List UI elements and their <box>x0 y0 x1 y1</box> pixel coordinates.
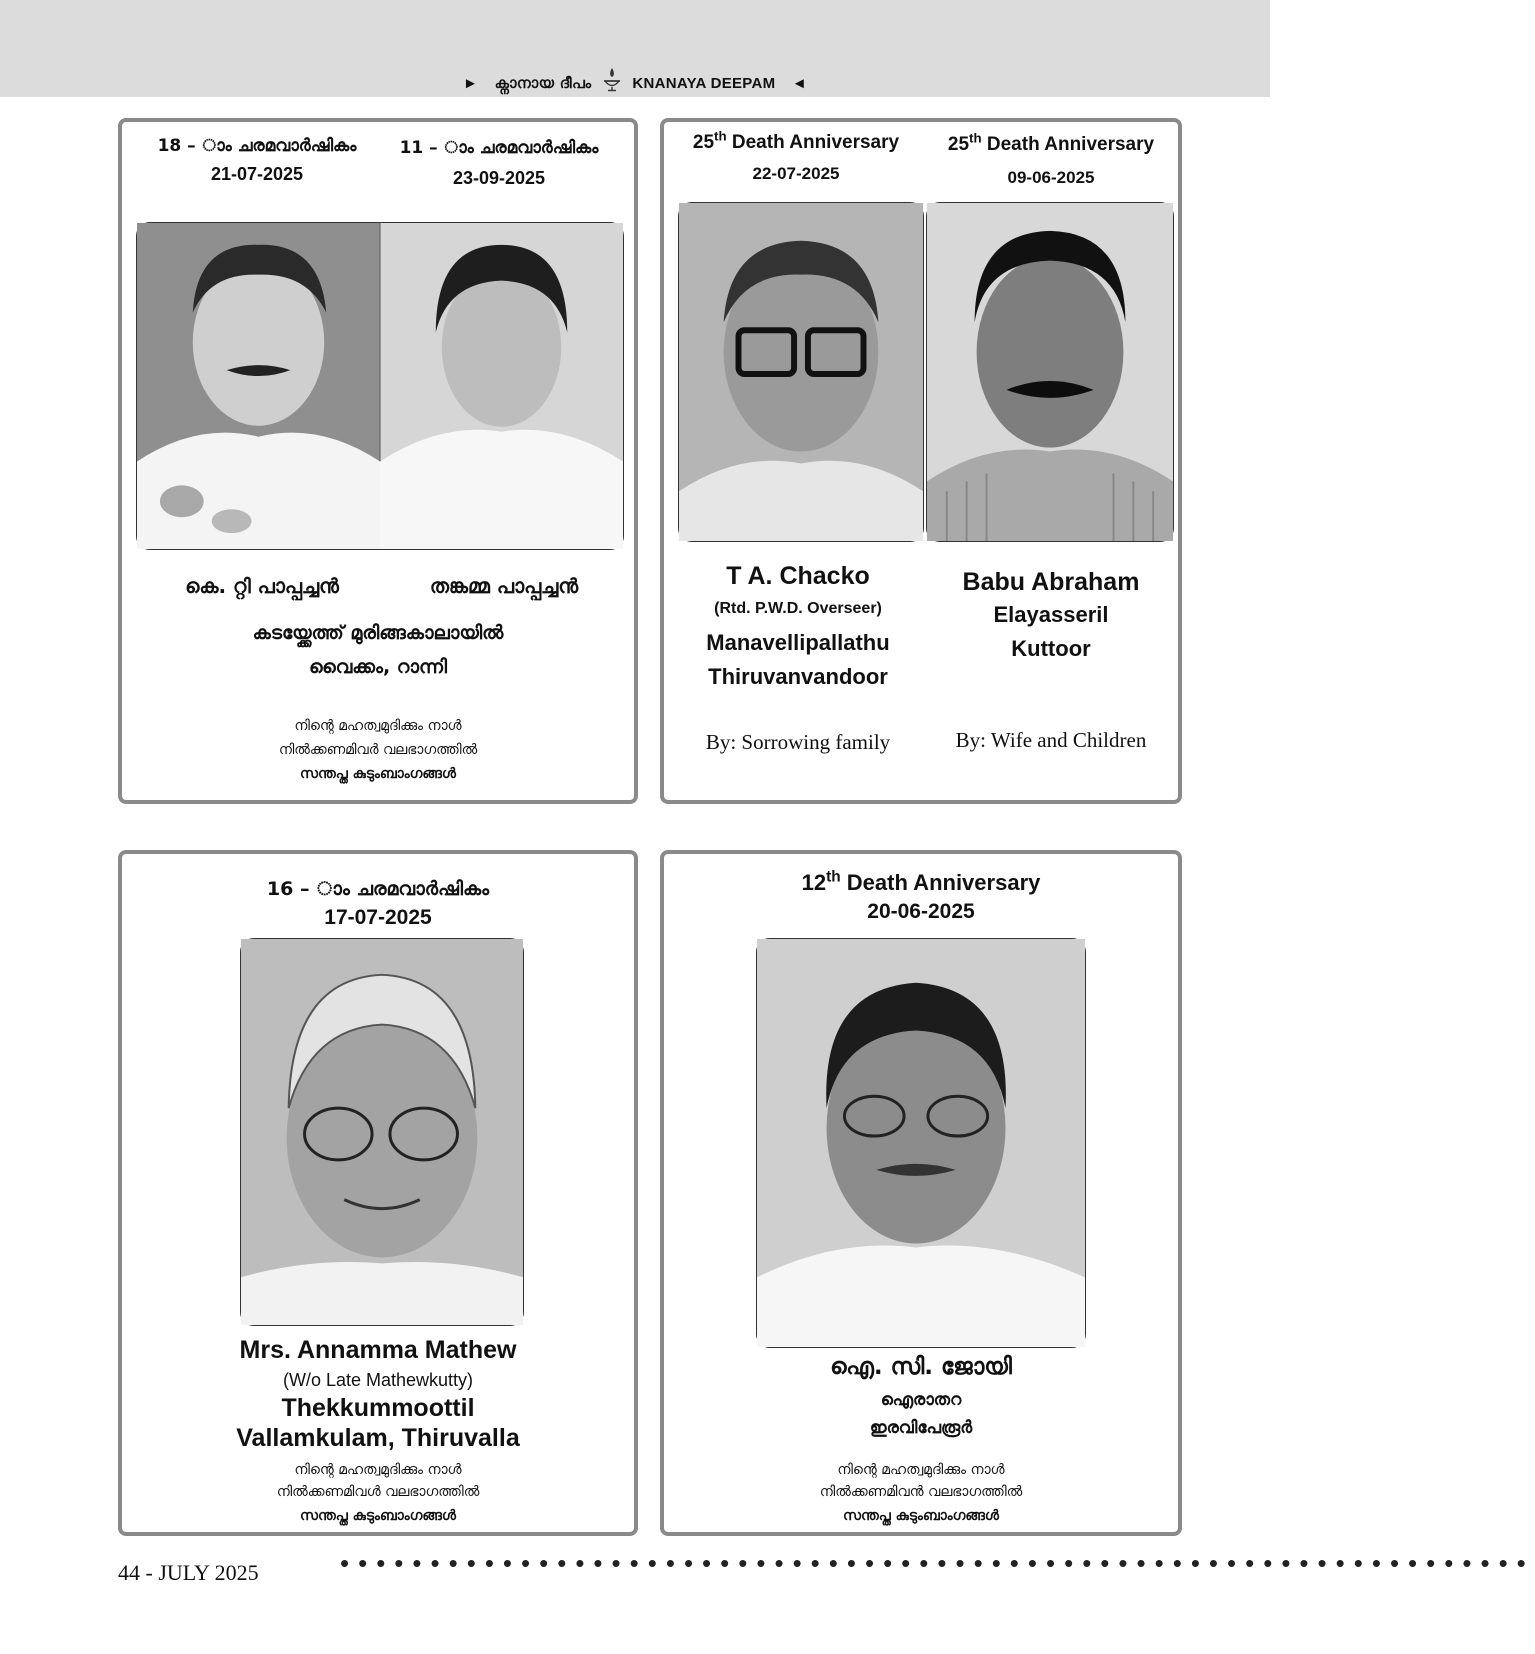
place-name: വൈക്കം, റാന്നി <box>308 656 448 678</box>
mourning-family: സന്തപ്ത കുടുംബാംഗങ്ങൾ <box>300 766 456 782</box>
portrait-joy <box>756 938 1086 1348</box>
mourners-right: By: Wife and Children <box>955 728 1147 752</box>
anniversary-label-left <box>674 128 918 154</box>
verse-line-2: നിൽക്കണമിവൾ വലഭാഗത്തിൽ <box>276 1484 480 1500</box>
anniversary-label-right: 11 – ാം ചരമവാർഷികം <box>399 138 599 158</box>
portrait-babu <box>926 202 1174 542</box>
ordinal-suffix: th <box>826 868 841 886</box>
house-name: Thekkummoottil <box>281 1394 475 1422</box>
house-name-right: Elayasseril <box>993 602 1109 627</box>
verse-line-1: നിന്റെ മഹത്വമുദിക്കും നാൾ <box>294 718 462 734</box>
anniversary-text: Death Anniversary <box>846 870 1041 895</box>
anniversary-date: 20-06-2025 <box>867 900 975 923</box>
anniversary-number-left: 25 <box>692 132 715 153</box>
anniversary-date-left: 22-07-2025 <box>752 164 840 183</box>
page-header <box>0 0 1270 97</box>
anniversary-date-left: 21-07-2025 <box>210 164 304 184</box>
mourning-family: സന്തപ്ത കുടുംബാംഗങ്ങൾ <box>843 1508 999 1524</box>
place-name-left: Thiruvanvandoor <box>708 664 888 689</box>
anniversary-number: 12 <box>801 870 827 895</box>
place-name: Vallamkulam, Thiruvalla <box>236 1424 520 1452</box>
page-number-date: 44 - JULY 2025 <box>118 1560 259 1585</box>
footer-dotted-rule: •••••••••••••••••••••••••••••••••••••••••••••••••••••••••••••••••• <box>340 1548 1535 1578</box>
obituary-card-joy <box>660 850 1182 1536</box>
anniversary-text-right: Death Anniversary <box>986 134 1155 155</box>
family-name: കടയ്ക്കേത്ത് മുരിങ്ങകാലായിൽ <box>252 622 504 644</box>
anniversary-label <box>664 870 1178 896</box>
mourning-family: സന്തപ്ത കുടുംബാംഗങ്ങൾ <box>300 1508 456 1524</box>
obituary-card-chacko-babu <box>660 118 1182 804</box>
left-arrow-icon: ► <box>462 75 479 92</box>
header-title-malayalam: ക്നാനായ ദീപം <box>494 74 592 92</box>
anniversary-text-left: Death Anniversary <box>731 132 900 153</box>
anniversary-label-left: 18 – ാം ചരമവാർഷികം <box>157 136 357 156</box>
oil-lamp-icon <box>602 66 622 92</box>
deceased-name-right: തങ്കമ്മ പാപ്പച്ചൻ <box>429 574 579 598</box>
deceased-title-left: (Rtd. P.W.D. Overseer) <box>714 600 882 617</box>
house-name-left: Manavellipallathu <box>706 630 890 655</box>
place-name-right: Kuttoor <box>1011 636 1091 661</box>
couple-photo <box>136 222 624 550</box>
anniversary-date-right: 23-09-2025 <box>452 168 546 188</box>
deceased-name: ഐ. സി. ജോയി <box>830 1354 1012 1380</box>
right-arrow-icon: ◄ <box>791 75 808 92</box>
place-name: ഇരവിപേരൂർ <box>869 1418 973 1438</box>
verse-line-1: നിന്റെ മഹത്വമുദിക്കും നാൾ <box>837 1462 1005 1478</box>
obituary-card-annamma <box>118 850 638 1536</box>
deceased-name-left: കെ. റ്റി പാപ്പച്ചൻ <box>185 574 339 598</box>
anniversary-number-right: 25 <box>947 134 970 155</box>
header-title-english: KNANAYA DEEPAM <box>632 75 776 92</box>
anniversary-date-right: 09-06-2025 <box>1007 168 1095 187</box>
header-title-line <box>0 66 1270 92</box>
portrait-chacko <box>678 202 924 542</box>
ordinal-suffix-right: th <box>969 130 982 146</box>
anniversary-date: 17-07-2025 <box>324 906 432 929</box>
deceased-relation: (W/o Late Mathewkutty) <box>282 1370 474 1390</box>
ordinal-suffix-left: th <box>714 128 727 144</box>
deceased-name: Mrs. Annamma Mathew <box>239 1336 517 1364</box>
verse-line-1: നിന്റെ മഹത്വമുദിക്കും നാൾ <box>294 1462 462 1478</box>
verse-line-2: നിൽക്കണമിവർ വലഭാഗത്തിൽ <box>278 742 478 758</box>
verse-line-2: നിൽക്കണമിവൻ വലഭാഗത്തിൽ <box>819 1484 1023 1500</box>
portrait-annamma <box>240 938 524 1326</box>
deceased-name-right: Babu Abraham <box>962 568 1140 596</box>
house-name: ഐരാതറ <box>880 1390 962 1410</box>
mourners-left: By: Sorrowing family <box>705 730 891 754</box>
anniversary-label-right <box>926 130 1176 156</box>
deceased-name-left: T A. Chacko <box>726 562 870 590</box>
anniversary-label: 16 – ാം ചരമവാർഷികം <box>266 878 490 900</box>
obituary-card-papachan <box>118 118 638 804</box>
